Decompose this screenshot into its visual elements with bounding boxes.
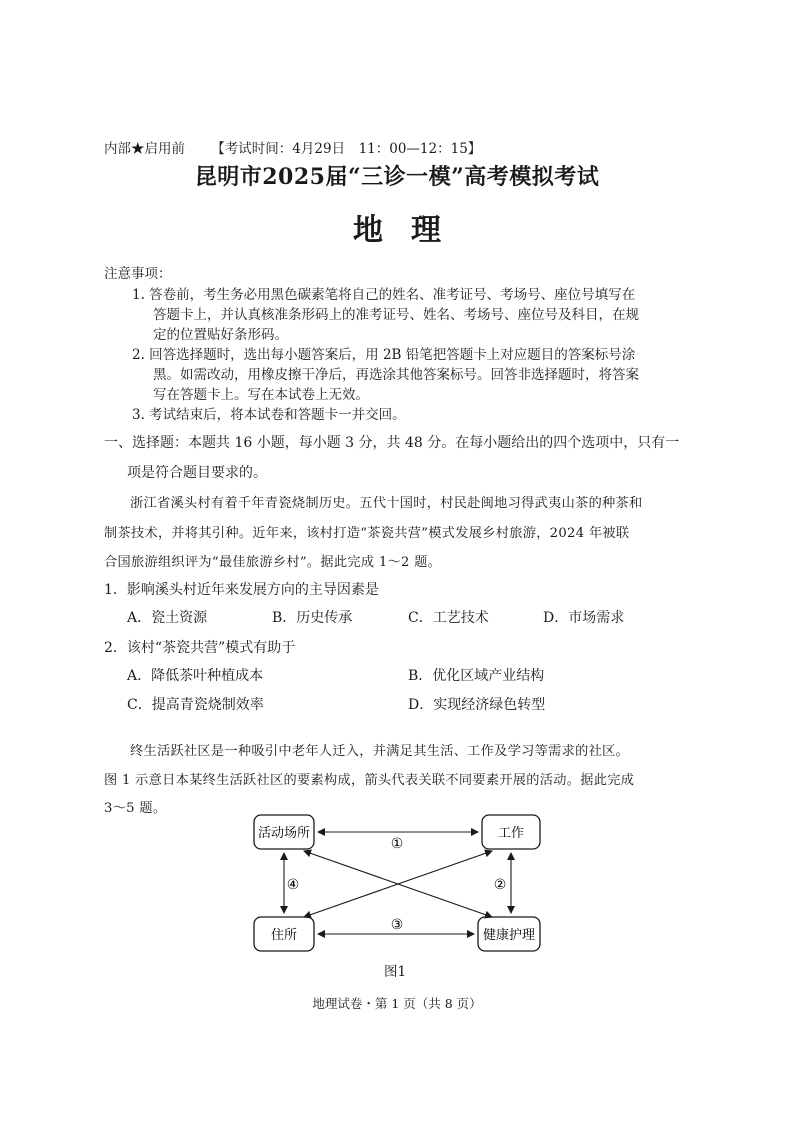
passage1-line-1: 浙江省溪头村有着千年青瓷烧制历史。五代十国时，村民赴闽地习得武夷山茶的种茶和 [130, 496, 643, 511]
notice-item-1-line-1: 1. 答卷前，考生务必用黑色碳素笔将自己的姓名、准考证号、考场号、座位号填写在 [132, 287, 636, 303]
question-1-stem: 1．影响溪头村近年来发展方向的主导因素是 [104, 582, 379, 598]
label-circle-1: ① [390, 836, 404, 852]
notice-item-3-line-1: 3. 考试结束后，将本试卷和答题卡一并交回。 [132, 407, 406, 423]
node-housing-label: 住所 [270, 928, 298, 943]
figure-1-diagram [230, 805, 560, 955]
question-1-option-d: D．市场需求 [543, 610, 625, 626]
notice-item-1-line-3: 定的位置贴好条形码。 [153, 327, 288, 343]
section-heading-cont: 项是符合题目要求的。 [127, 465, 267, 481]
question-1-option-c: C．工艺技术 [408, 610, 489, 626]
passage1-line-2: 制茶技术，并将其引种。近年来，该村打造“茶瓷共营”模式发展乡村旅游，2024 年被联 [104, 526, 630, 541]
question-1-option-a: A．瓷土资源 [127, 610, 208, 626]
notice-item-1-line-2: 答题卡上，并认真核准条形码上的准考证号、姓名、考场号、座位号及科目，在规 [153, 307, 639, 323]
question-1-option-b: B．历史传承 [272, 610, 353, 626]
section-heading: 一、选择题：本题共 16 小题，每小题 3 分，共 48 分。在每小题给出的四个选项中，只有一 [104, 435, 680, 451]
subject-title: 地理 [353, 213, 469, 248]
node-housing [254, 917, 314, 951]
node-health-care [478, 917, 540, 951]
question-2-option-b: B．优化区域产业结构 [408, 668, 545, 684]
label-circle-3: ③ [390, 917, 404, 933]
passage2-line-2: 图 1 示意日本某终生活跃社区的要素构成，箭头代表关联不同要素开展的活动。据此完成 [104, 773, 635, 788]
node-activity-place [254, 815, 314, 849]
node-work-label: 工作 [497, 826, 525, 841]
question-2-option-d: D．实现经济绿色转型 [408, 697, 546, 713]
notice-heading: 注意事项： [104, 266, 172, 282]
confidential-label: 内部★启用前 [104, 141, 185, 157]
figure-caption: 图1 [384, 964, 407, 980]
exam-title: 昆明市2025届“三诊一模”高考模拟考试 [194, 164, 600, 190]
notice-item-2-line-2: 黑。如需改动，用橡皮擦干净后，再选涂其他答案标号。回答非选择题时，将答案 [153, 367, 639, 383]
passage1-line-3: 合国旅游组织评为“最佳旅游乡村”。据此完成 1～2 题。 [104, 555, 442, 570]
label-circle-2: ② [493, 877, 507, 893]
question-2-stem: 2．该村“茶瓷共营”模式有助于 [104, 640, 296, 656]
node-health-label: 健康护理 [482, 928, 536, 943]
node-activity-label: 活动场所 [257, 826, 311, 841]
exam-time: 【考试时间：4月29日 11：00—12：15】 [211, 141, 482, 157]
header-line [104, 137, 481, 157]
page-footer: 地理试卷・第 1 页（共 8 页） [312, 996, 482, 1011]
passage2-line-1: 终生活跃社区是一种吸引中老年人迁入，并满足其生活、工作及学习等需求的社区。 [130, 744, 630, 759]
question-2-option-a: A．降低茶叶种植成本 [127, 668, 264, 684]
notice-item-2-line-3: 写在答题卡上。写在本试卷上无效。 [153, 387, 369, 403]
passage2-line-3: 3～5 题。 [104, 801, 167, 816]
notice-item-2-line-1: 2. 回答选择题时，选出每小题答案后，用 2B 铅笔把答题卡上对应题目的答案标号涂 [132, 347, 636, 363]
label-circle-4: ④ [286, 877, 300, 893]
question-2-option-c: C．提高青瓷烧制效率 [127, 697, 264, 713]
node-work [482, 815, 540, 849]
